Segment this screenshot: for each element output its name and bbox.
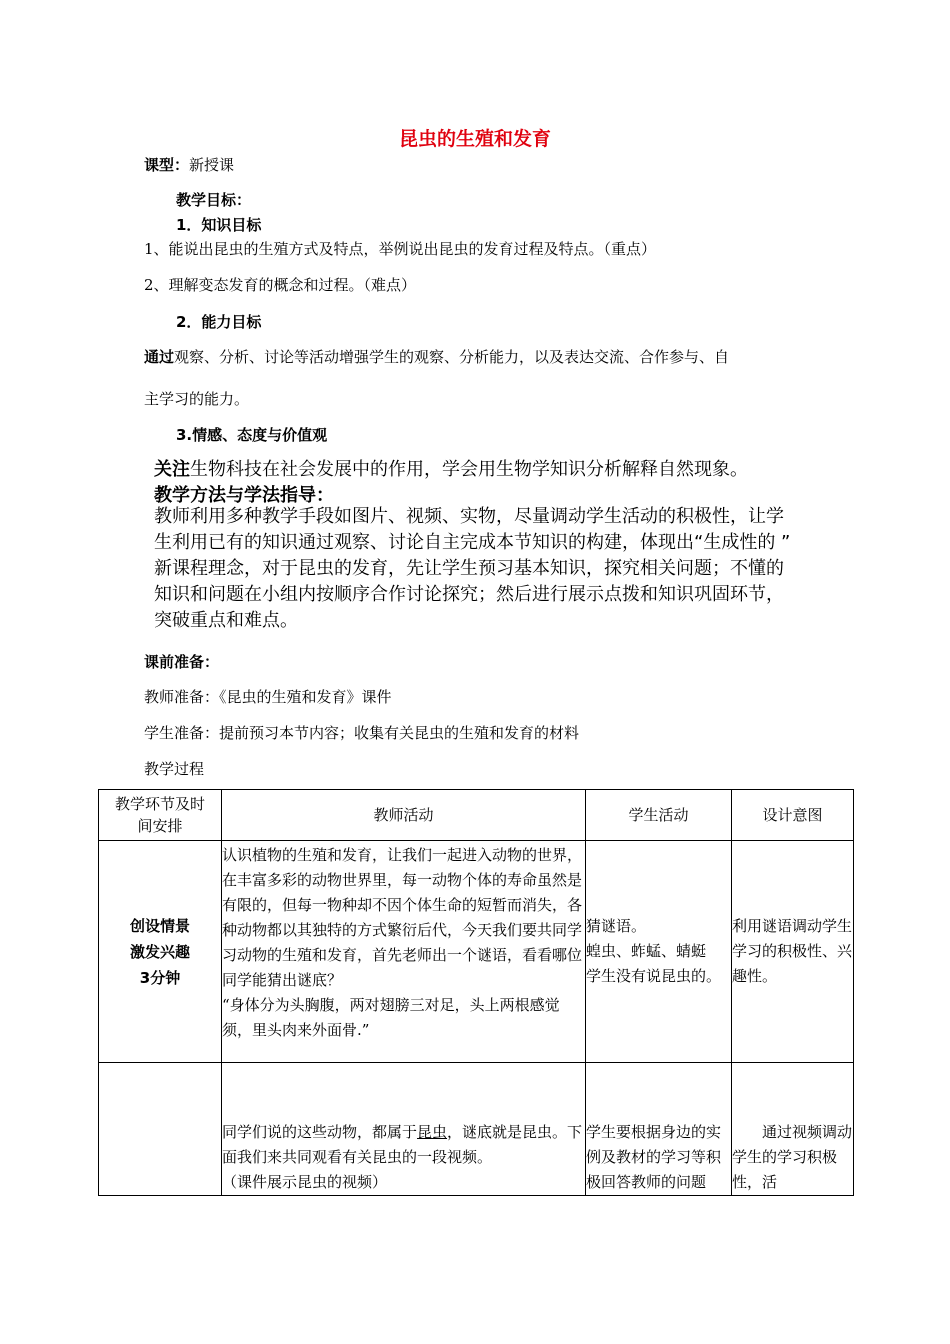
methods-line-2: 生利用已有的知识通过观察、讨论自主完成本节知识的构建，体现出“生成性的 ” xyxy=(154,532,791,553)
emotion-text xyxy=(154,455,748,481)
ability-heading: 2．能力目标 xyxy=(176,313,262,331)
table-header-row xyxy=(99,790,854,841)
objectives-heading: 教学目标： xyxy=(176,191,252,209)
course-type-value: 新授课 xyxy=(189,156,235,174)
teacher-activity-underlined: 昆虫 xyxy=(417,1123,448,1141)
course-type-label: 课型： xyxy=(144,156,190,174)
stage-cell xyxy=(99,841,222,1063)
methods-heading: 教学方法与学法指导： xyxy=(154,485,334,506)
teacher-activity-quote: “身体分为头胸腹，两对翅膀三对足，头上两根感觉须，里头肉来外面骨.” xyxy=(222,996,560,1039)
student-activity-cell xyxy=(586,841,732,1063)
knowledge-item-2: 2、理解变态发育的概念和过程。（难点） xyxy=(144,276,417,294)
teacher-activity-note: （课件展示昆虫的视频） xyxy=(222,1173,388,1191)
process-label: 教学过程 xyxy=(144,760,205,778)
prep-heading: 课前准备： xyxy=(144,653,220,671)
prep-student: 学生准备：提前预习本节内容；收集有关昆虫的生殖和发育的材料 xyxy=(144,724,580,742)
course-type xyxy=(144,154,234,175)
teaching-process-table xyxy=(98,789,854,1196)
ability-text-line2: 主学习的能力。 xyxy=(144,390,250,408)
student-activity-line2: 蝗虫、蚱蜢、蜻蜓 xyxy=(586,942,707,960)
ability-text-body: 观察、分析、讨论等活动增强学生的观察、分析能力，以及表达交流、合作参与、自 xyxy=(174,348,730,366)
teacher-activity-text: 认识植物的生殖和发育，让我们一起进入动物的世界，在丰富多彩的动物世界里，每一动物个体的寿命虽然是有限的，但每一物种却不因个体生命的短暂而消失，各种动物都以其独特的方式繁衍后代，今天我们要共同学习动物的生殖和发育，首先老师出一个谜语，看看哪位同学能猜出谜底？ xyxy=(222,846,583,989)
table-row xyxy=(99,1063,854,1196)
methods-line-3: 新课程理念，对于昆虫的发育，先让学生预习基本知识，探究相关问题；不懂的 xyxy=(154,558,784,579)
emotion-heading: 3.情感、态度与价值观 xyxy=(176,426,328,444)
methods-text xyxy=(154,504,834,634)
student-activity-cell xyxy=(586,1063,732,1196)
header-student: 学生活动 xyxy=(586,790,732,841)
emotion-text-lead: 关注 xyxy=(154,459,190,480)
design-intent-text: 利用谜语调动学生学习的积极性、兴趣性。 xyxy=(732,917,853,985)
header-intent: 设计意图 xyxy=(732,790,854,841)
stage-cell-empty xyxy=(99,1063,222,1196)
knowledge-heading: 1．知识目标 xyxy=(176,216,262,234)
header-stage-line1: 教学环节及时 xyxy=(114,795,205,813)
header-teacher: 教师活动 xyxy=(222,790,586,841)
knowledge-item-1: 1、能说出昆虫的生殖方式及特点，举例说出昆虫的发育过程及特点。（重点） xyxy=(144,240,657,258)
methods-line-4: 知识和问题在小组内按顺序合作讨论探究；然后进行展示点拨和知识巩固环节， xyxy=(154,584,784,605)
teacher-activity-cell xyxy=(222,1063,586,1196)
teacher-activity-text xyxy=(222,1120,585,1170)
student-activity-line1: 猜谜语。 xyxy=(586,917,647,935)
emotion-text-body: 生物科技在社会发展中的作用，学会用生物学知识分析解释自然现象。 xyxy=(190,459,748,480)
student-activity-line3: 学生没有说昆虫的。 xyxy=(586,967,722,985)
teacher-activity-pre: 同学们说的这些动物，都属于 xyxy=(222,1123,418,1141)
methods-line-1: 教师利用多种教学手段如图片、视频、实物，尽量调动学生活动的积极性，让学 xyxy=(154,506,784,527)
ability-text-line1 xyxy=(144,346,729,367)
design-intent-text: 通过视频调动学生的学习积极性，活 xyxy=(732,1123,853,1191)
stage-line2: 激发兴趣 xyxy=(129,942,190,961)
stage-line3: 3分钟 xyxy=(139,968,181,987)
table-row xyxy=(99,841,854,1063)
teacher-activity-cell xyxy=(222,841,586,1063)
stage-line1: 创设情景 xyxy=(129,916,190,935)
header-stage-line2: 间安排 xyxy=(137,817,183,835)
teacher-activity-post: ，谜底就是昆虫。下面我们来共同观看有关昆虫的一段视频。 xyxy=(222,1123,583,1166)
page-title: 昆虫的生殖和发育 xyxy=(398,128,551,150)
design-intent-cell xyxy=(732,841,854,1063)
prep-teacher: 教师准备：《昆虫的生殖和发育》课件 xyxy=(144,688,392,706)
header-stage xyxy=(99,790,222,841)
methods-line-5: 突破重点和难点。 xyxy=(154,610,298,631)
design-intent-cell xyxy=(732,1063,854,1196)
ability-text-lead: 通过 xyxy=(144,348,175,366)
student-activity-text: 学生要根据身边的实例及教材的学习等积极回答教师的问题 xyxy=(586,1123,722,1191)
